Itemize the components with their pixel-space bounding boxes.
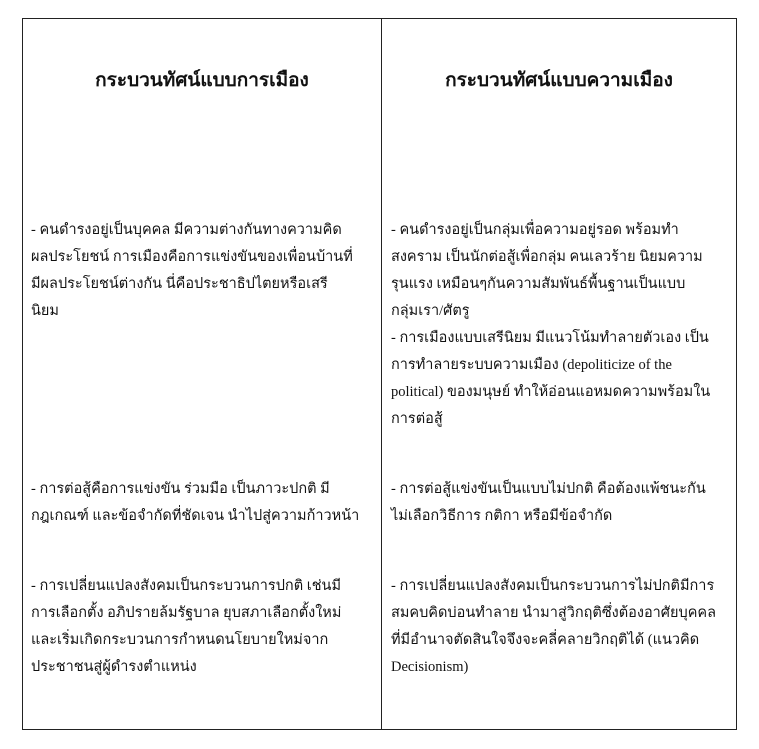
text-line: การทำลายระบบความเมือง (depoliticize of the	[391, 357, 672, 373]
text-line: ประชาชนสู่ผู้ดำรงตำแหน่ง	[31, 659, 197, 675]
text-line: Decisionism)	[391, 659, 469, 675]
text-line: มีผลประโยชน์ต่างกัน นี่คือประชาธิปไตยหรือเสรี	[31, 276, 328, 292]
text-line: - การเปลี่ยนแปลงสังคมเป็นกระบวนการปกติ เช่นมี	[31, 578, 342, 594]
text-line: - การเปลี่ยนแปลงสังคมเป็นกระบวนการไม่ปกติมีการ	[391, 578, 715, 594]
text-line: กลุ่มเรา/ศัตรู	[391, 303, 470, 319]
row1-right-cell	[391, 217, 729, 433]
text-line: - การต่อสู้แข่งขันเป็นแบบไม่ปกติ คือต้องแพ้ชนะกัน	[391, 481, 706, 497]
text-line: - การต่อสู้คือการแข่งขัน ร่วมมือ เป็นภาวะปกติ มี	[31, 481, 330, 497]
column-divider	[381, 19, 382, 729]
header-the-political-paradigm: กระบวนทัศน์แบบความเมือง	[445, 70, 673, 91]
text-line: รุนแรง เหมือนๆกันความสัมพันธ์พื้นฐานเป็นแบบ	[391, 276, 686, 292]
text-line: ที่มีอำนาจตัดสินใจจึงจะคลี่คลายวิกฤติได้ (แนวคิด	[391, 632, 700, 648]
text-line: สมคบคิดบ่อนทำลาย นำมาสู่วิกฤติซึ่งต้องอาศัยบุคคล	[391, 605, 716, 621]
text-line: การเลือกตั้ง อภิปรายล้มรัฐบาล ยุบสภาเลือกตั้งใหม่	[31, 605, 342, 621]
text-line: - คนดำรงอยู่เป็นบุคคล มีความต่างกันทางความคิด	[31, 222, 342, 238]
row3-right-cell	[391, 573, 729, 681]
text-line: - คนดำรงอยู่เป็นกลุ่มเพื่อความอยู่รอด พร้อมทำ	[391, 222, 679, 238]
row2-right-cell	[391, 476, 729, 530]
comparison-table	[22, 18, 737, 730]
text-line: ไม่เลือกวิธีการ กติกา หรือมีข้อจำกัด	[391, 508, 613, 524]
text-line: ผลประโยชน์ การเมืองคือการแข่งขันของเพื่อนบ้านที่	[31, 249, 353, 265]
text-line: กฎเกณฑ์ และข้อจำกัดที่ชัดเจน นำไปสู่ความก้าวหน้า	[31, 508, 360, 524]
text-line: - การเมืองแบบเสรีนิยม มีแนวโน้มทำลายตัวเอง เป็น	[391, 330, 709, 346]
header-political-paradigm: กระบวนทัศน์แบบการเมือง	[95, 70, 309, 91]
text-line: political) ของมนุษย์ ทำให้อ่อนแอหมดความพร้อมใน	[391, 384, 711, 400]
row1-left-cell	[31, 217, 371, 325]
row2-left-cell	[31, 476, 371, 530]
text-line: และเริ่มเกิดกระบวนการกำหนดนโยบายใหม่จาก	[31, 632, 329, 648]
text-line: นิยม	[31, 303, 59, 319]
row3-left-cell	[31, 573, 371, 681]
text-line: การต่อสู้	[391, 411, 443, 427]
text-line: สงคราม เป็นนักต่อสู้เพื่อกลุ่ม คนเลวร้าย นิยมความ	[391, 249, 703, 265]
